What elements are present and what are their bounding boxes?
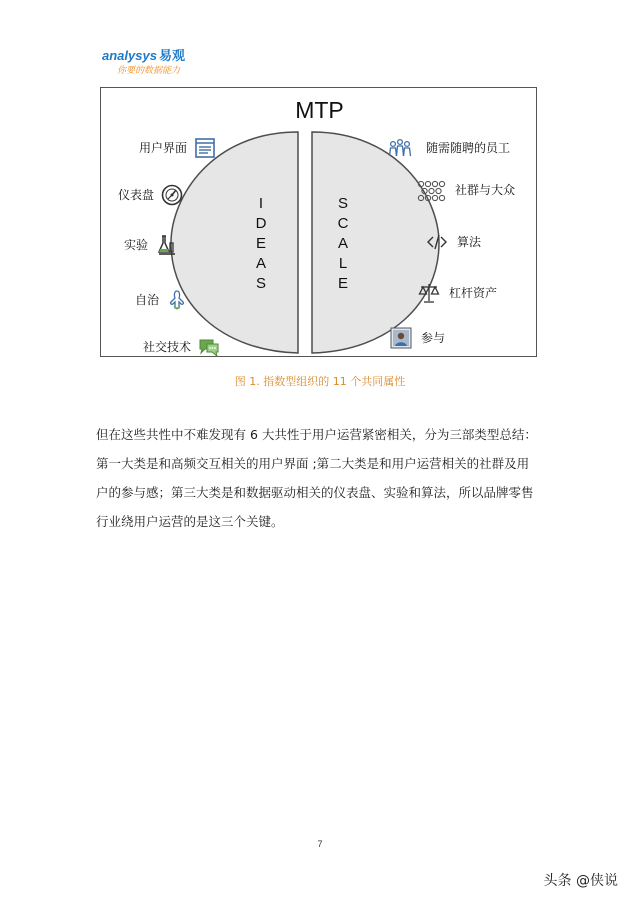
ideas-letter: D: [255, 215, 267, 232]
attr-label: 算法: [457, 235, 482, 249]
page-number: 7: [317, 839, 323, 849]
attr-experiment: [124, 233, 178, 257]
attr-label: 自治: [135, 293, 160, 307]
algorithm-icon: [425, 230, 449, 254]
scale-letter: S: [337, 195, 348, 212]
attr-label: 社群与大众: [455, 183, 516, 197]
logo-en: analysys: [102, 48, 157, 63]
scale-letter: E: [337, 275, 348, 292]
ideas-letter: S: [255, 275, 266, 292]
attr-social-tech: [143, 335, 221, 359]
scale-letter: L: [338, 255, 348, 272]
ideas-half-circle: [171, 132, 298, 353]
autonomy-icon: [165, 288, 189, 312]
paragraph-line: 行业绕用户运营的是这三个关键。: [96, 514, 284, 529]
attr-label: 杠杆资产: [449, 286, 498, 300]
attr-label: 实验: [124, 238, 149, 252]
figure-caption: 图 1. 指数型组织的 11 个共同属性: [234, 375, 406, 388]
engagement-icon: [389, 326, 413, 350]
attr-user-interface: [139, 136, 217, 160]
community-crowd-icon: [415, 178, 447, 202]
user-interface-icon: [193, 136, 217, 160]
ideas-letter: I: [258, 195, 264, 212]
attr-dashboard: [118, 183, 184, 207]
paragraph-line: 第一大类是和高频交互相关的用户界面 ;第二大类是和用户运营相关的社群及用: [96, 456, 530, 471]
logo-cn: 易观: [158, 49, 185, 64]
mtp-circle-diagram: [101, 88, 538, 358]
body-paragraph: [96, 420, 546, 536]
attr-label: 随需随聘的员工: [426, 141, 511, 155]
source-watermark: 头条 @侠说: [543, 873, 618, 889]
scale-letters: [333, 194, 353, 294]
scale-letter: C: [337, 215, 349, 232]
paragraph-line: 但在这些共性中不难发现有 6 大共性于用户运营紧密相关，分为三部类型总结：: [96, 427, 537, 442]
attr-staff-on-demand: [382, 136, 510, 160]
experiment-icon: [154, 233, 178, 257]
ideas-letters: [251, 194, 271, 294]
brand-logo: [102, 48, 222, 82]
attr-engagement: [389, 326, 445, 350]
attr-leveraged-assets: [417, 281, 497, 305]
logo-wordmark: [102, 48, 185, 65]
scale-letter: A: [337, 235, 348, 252]
logo-tagline: 你要的数据能力: [117, 66, 181, 76]
attr-label: 仪表盘: [118, 188, 155, 202]
social-tech-icon: [197, 335, 221, 359]
attr-label: 参与: [421, 331, 446, 345]
mtp-figure: [100, 87, 537, 357]
ideas-letter: E: [255, 235, 266, 252]
attr-community-crowd: [415, 178, 515, 202]
dashboard-icon: [160, 183, 184, 207]
mtp-title: MTP: [295, 97, 344, 123]
staff-on-demand-icon: [382, 136, 418, 160]
attr-label: 用户界面: [139, 141, 188, 155]
ideas-letter: A: [255, 255, 266, 272]
scale-half-circle: [312, 132, 439, 353]
attr-autonomy: [135, 288, 189, 312]
leveraged-assets-icon: [417, 281, 441, 305]
attr-label: 社交技术: [143, 340, 192, 354]
paragraph-line: 户的参与感；第三大类是和数据驱动相关的仪表盘、实验和算法，所以品牌零售: [96, 485, 534, 500]
attr-algorithm: [425, 230, 481, 254]
